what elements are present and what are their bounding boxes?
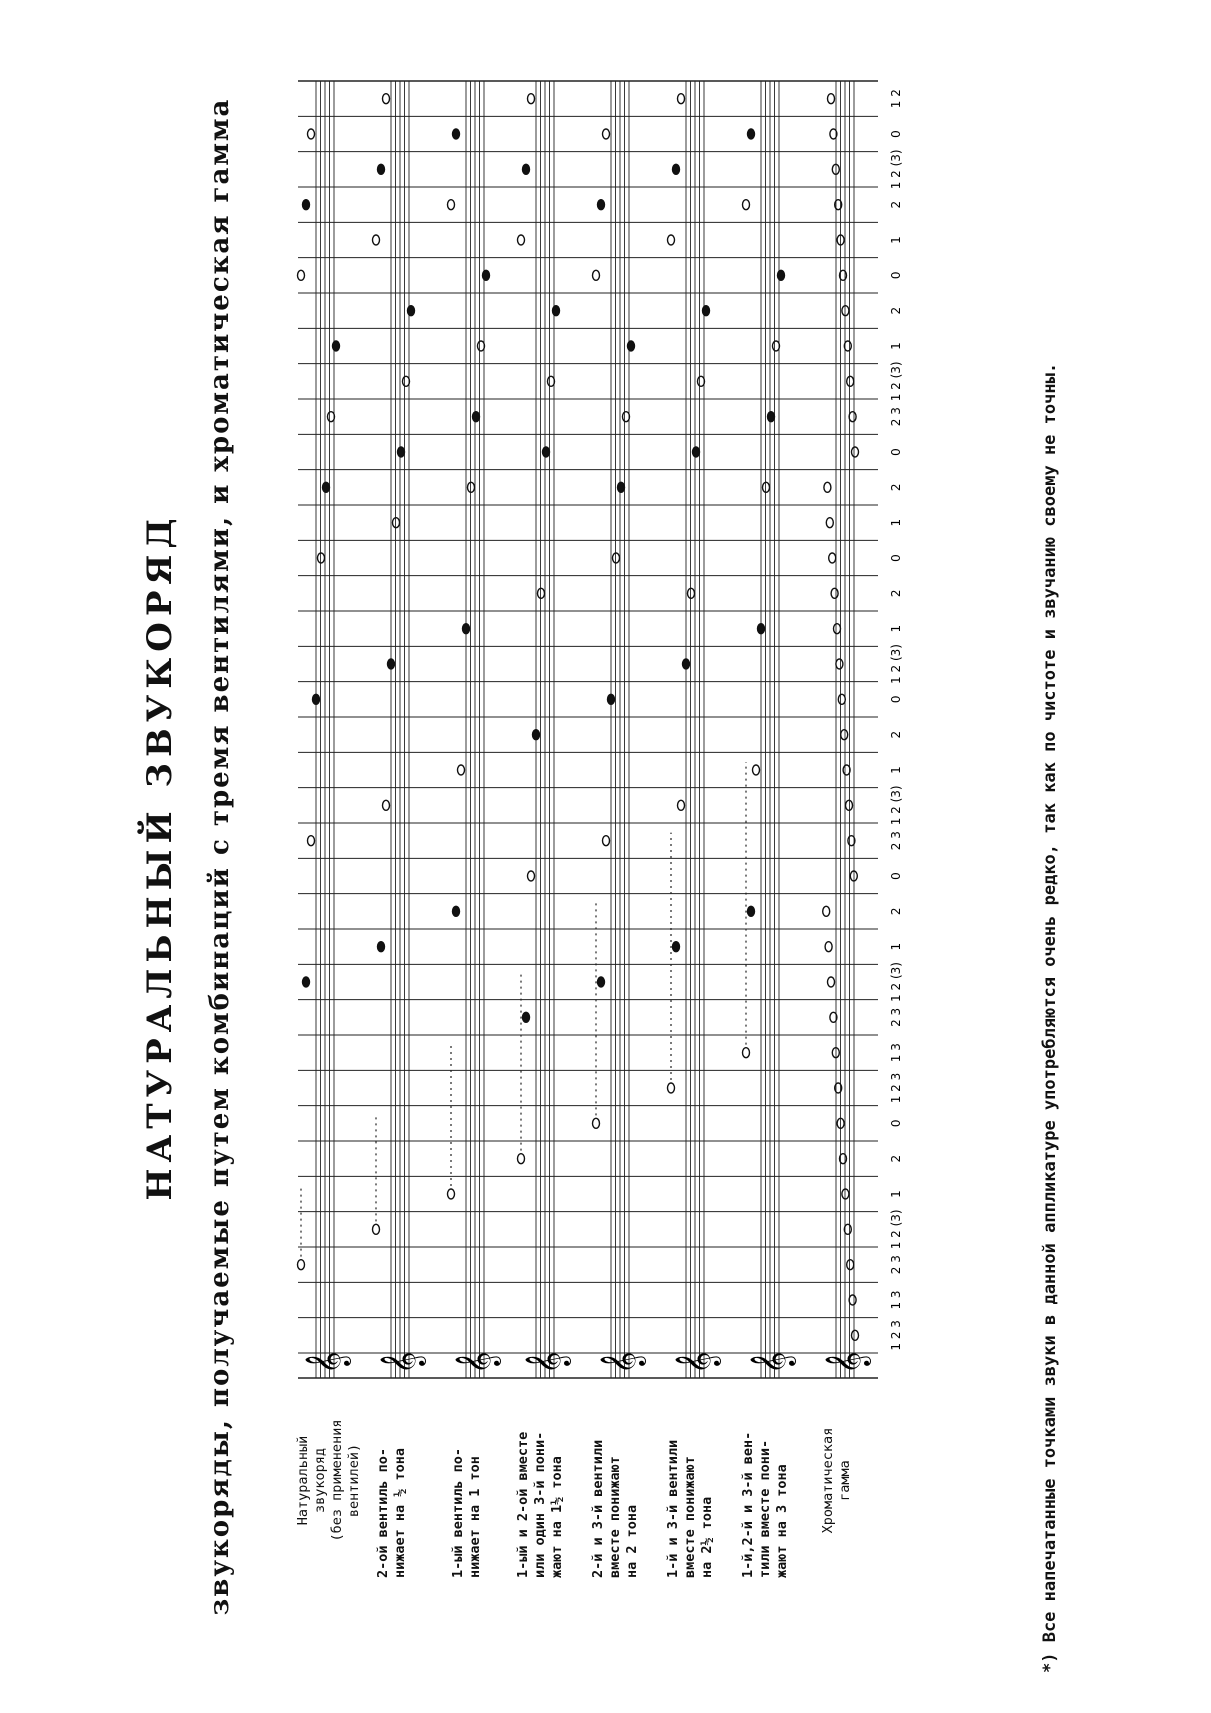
note-head [603, 129, 610, 139]
chromatic-fingering: 2 3 [889, 1007, 903, 1027]
note-head [523, 164, 530, 174]
note-head [748, 906, 755, 916]
page-title: НАТУРАЛЬНЫЙ ЗВУКОРЯД [140, 512, 180, 1201]
note-head [618, 482, 625, 492]
chromatic-fingering: 1 [889, 236, 903, 244]
note-head [308, 836, 315, 846]
chromatic-fingering: 2 3 [889, 1255, 903, 1275]
chromatic-note-head [834, 624, 841, 634]
chromatic-note-head [852, 1330, 859, 1340]
note-head [698, 376, 705, 386]
chromatic-note-head [847, 376, 854, 386]
note-head [598, 977, 605, 987]
note-head [318, 553, 325, 563]
note-head [518, 235, 525, 245]
note-head [528, 871, 535, 881]
note-head [333, 341, 340, 351]
chromatic-note-head [849, 1295, 856, 1305]
note-head [303, 977, 310, 987]
note-head [743, 1048, 750, 1058]
note-head [668, 1083, 675, 1093]
note-head [483, 270, 490, 280]
note-head [398, 447, 405, 457]
note-head [523, 1012, 530, 1022]
note-head [673, 164, 680, 174]
note-head [378, 942, 385, 952]
chromatic-note-head [823, 906, 830, 916]
note-head [328, 412, 335, 422]
note-head [678, 94, 685, 104]
chromatic-note-head [847, 1260, 854, 1270]
note-head [598, 200, 605, 210]
chromatic-fingering: 0 [889, 872, 903, 880]
chromatic-fingering: 1 2 (3) [889, 1209, 903, 1250]
chromatic-fingering: 2 [889, 483, 903, 492]
note-head [468, 482, 475, 492]
treble-clef-icon: 𝄞 [525, 1351, 569, 1374]
note-head [603, 836, 610, 846]
note-head [308, 129, 315, 139]
chromatic-fingering: 2 [889, 200, 903, 209]
note-head [608, 694, 615, 704]
note-head [683, 659, 690, 669]
chromatic-fingering: 1 2 (3) [889, 149, 903, 190]
chromatic-fingering: 1 2 (3) [889, 361, 903, 402]
note-head [323, 482, 330, 492]
treble-clef-icon: 𝄞 [380, 1351, 424, 1374]
note-head [313, 694, 320, 704]
chromatic-note-head [846, 800, 853, 810]
note-head [448, 200, 455, 210]
note-head [453, 129, 460, 139]
chromatic-fingering: 0 [889, 130, 903, 138]
note-head [528, 94, 535, 104]
chromatic-note-head [824, 482, 831, 492]
chromatic-note-head [838, 694, 845, 704]
note-head [478, 341, 485, 351]
note-head [448, 1189, 455, 1199]
note-head [373, 1224, 380, 1234]
chromatic-fingering: 1 [889, 624, 903, 633]
note-head [553, 306, 560, 316]
note-head [678, 800, 685, 810]
chromatic-fingering: 1 2 (3) [889, 644, 903, 684]
note-head [373, 235, 380, 245]
note-head [613, 553, 620, 563]
note-head [463, 624, 470, 634]
note-head [303, 200, 310, 210]
treble-clef-icon: 𝄞 [675, 1351, 719, 1374]
note-head [298, 270, 305, 280]
chromatic-note-head [825, 942, 832, 952]
note-head [393, 518, 400, 528]
note-head [593, 1118, 600, 1128]
treble-clef-icon: 𝄞 [750, 1351, 794, 1374]
note-head [768, 412, 775, 422]
treble-clef-icon: 𝄞 [305, 1351, 349, 1374]
chromatic-fingering: 1 [889, 342, 903, 350]
note-head [628, 341, 635, 351]
note-head [378, 164, 385, 174]
note-head [763, 482, 770, 492]
note-head [673, 942, 680, 952]
chromatic-fingering: 0 [889, 271, 903, 280]
note-head [773, 341, 780, 351]
chromatic-fingering: 2 3 [889, 831, 903, 851]
chromatic-fingering: 1 [889, 1190, 903, 1198]
note-head [688, 588, 695, 598]
chromatic-fingering: 2 [889, 589, 903, 598]
note-head [748, 129, 755, 139]
note-head [548, 376, 555, 386]
note-head [593, 270, 600, 280]
chromatic-fingering: 1 [889, 766, 903, 774]
row-label-valves-1-2: 1-ый и 2-ой вместе или один 3-й пони- жают на 1½ тона [515, 1431, 565, 1578]
treble-clef-icon: 𝄞 [455, 1351, 499, 1374]
chromatic-fingering: 1 2 (3) [889, 962, 903, 1002]
row-label-valves-1-2-3: 1-й,2-й и 3-й вен- тили вместе пони- жают на 3 тона [740, 1431, 790, 1578]
chromatic-note-head [852, 447, 859, 457]
note-head [403, 376, 410, 386]
treble-clef-icon: 𝄞 [600, 1351, 644, 1374]
chromatic-fingering: 1 3 [889, 1043, 903, 1063]
chromatic-note-head [831, 588, 838, 598]
footnote: *) Все напечатанные точками звуки в данной аппликатуре употребляются очень редко, так как по чистоте и звучанию своему не точны. [1040, 362, 1060, 1673]
note-head [668, 235, 675, 245]
chromatic-fingering: 1 2 [889, 89, 903, 109]
chromatic-fingering: 1 2 3 [889, 1320, 903, 1351]
note-head [383, 94, 390, 104]
note-head [693, 447, 700, 457]
chromatic-fingering: 2 3 [889, 407, 903, 427]
note-head [408, 306, 415, 316]
chromatic-fingering: 1 2 3 [889, 1072, 903, 1104]
chromatic-fingering: 2 [889, 1154, 903, 1163]
chromatic-note-head [826, 518, 833, 528]
note-head [518, 1154, 525, 1164]
note-head [473, 412, 480, 422]
treble-clef-icon: 𝄞 [825, 1351, 869, 1374]
note-head [538, 588, 545, 598]
note-head [388, 659, 395, 669]
chromatic-fingering: 1 [889, 942, 903, 951]
note-head [703, 306, 710, 316]
chromatic-fingering: 2 [889, 907, 903, 916]
row-label-natural: Натуральный звукоряд (без применения вентилей) [295, 1419, 362, 1542]
chromatic-fingering: 0 [889, 554, 903, 562]
note-head [758, 624, 765, 634]
chromatic-fingering: 2 [889, 306, 903, 315]
chromatic-fingering: 1 3 [889, 1290, 903, 1310]
chromatic-fingering: 2 [889, 730, 903, 739]
row-label-valves-1-3: 1-й и 3-й вентили вместе понижают на 2½ тона [665, 1439, 715, 1578]
note-head [543, 447, 550, 457]
note-head [383, 800, 390, 810]
chromatic-fingering: 1 2 (3) [889, 785, 903, 826]
note-head [298, 1260, 305, 1270]
row-label-valves-2-3: 2-й и 3-й вентили вместе понижают на 2 тона [590, 1439, 640, 1578]
note-head [743, 200, 750, 210]
chromatic-fingering: 1 [889, 518, 903, 527]
note-head [453, 906, 460, 916]
chromatic-note-head [828, 94, 835, 104]
row-label-valve-1: 1-ый вентиль по- нижает на 1 тон [450, 1447, 483, 1578]
note-head [623, 412, 630, 422]
chromatic-note-head [841, 730, 848, 740]
chromatic-fingering: 0 [889, 695, 903, 704]
note-head [533, 730, 540, 740]
page-subtitle: звукоряды, получаемые путем комбинаций с тремя вентилями, и хроматическая гамма [205, 97, 235, 1616]
note-head [753, 765, 760, 775]
chromatic-fingering: 0 [889, 1119, 903, 1128]
chromatic-fingering: 0 [889, 448, 903, 456]
note-head [458, 765, 465, 775]
chromatic-note-head [829, 553, 836, 563]
row-label-chromatic: Хроматическая гамма [820, 1427, 853, 1534]
chromatic-note-head [849, 412, 856, 422]
chromatic-note-head [836, 659, 843, 669]
note-head [778, 270, 785, 280]
chromatic-note-head [828, 977, 835, 987]
row-label-valve-2: 2-ой вентиль по- нижает на ½ тона [375, 1447, 408, 1578]
